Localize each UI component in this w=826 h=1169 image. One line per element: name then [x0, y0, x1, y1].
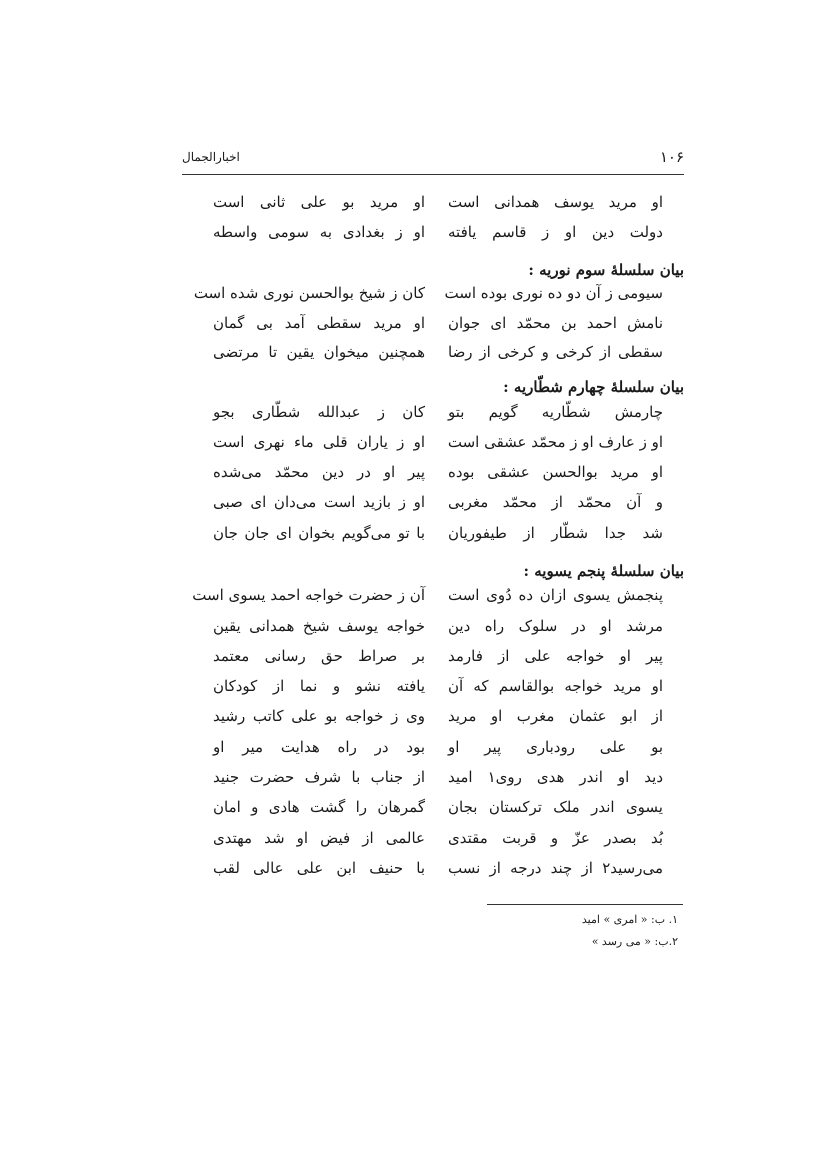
- section-heading: بیان سلسلهٔ سوم نوریه :: [528, 261, 684, 279]
- verse-right: او مرید بوالحسن عشقی بوده: [448, 463, 663, 481]
- page-number: ۱۰۶: [659, 148, 684, 166]
- verse-right: بو علی رودباری پیر او: [448, 738, 663, 756]
- footnote: ۱. ب: « امری » امید: [581, 913, 678, 926]
- running-title: اخبارالجمال: [182, 150, 240, 164]
- verse-right: دولت دین او ز قاسم یافته: [448, 223, 663, 241]
- verse-right: او مرید خواجه بوالقاسم که آن: [448, 677, 663, 695]
- verse-right: او ز عارف او ز محمّد عشقی است: [447, 433, 663, 451]
- verse-right: می‌رسید۲ از چند درجه از نسب: [448, 859, 663, 877]
- verse-right: و آن محمّد از محمّد مغربی: [448, 493, 663, 511]
- verse-left: بر صراط حق رسانی معتمد: [213, 647, 425, 665]
- verse-left: بود در راه هدایت میر او: [213, 738, 425, 756]
- verse-right: از ابو عثمان مغرب او مرید: [448, 707, 663, 725]
- verse-right: چارمش شطّاریه گویم بتو: [448, 403, 663, 421]
- header-rule: [182, 174, 684, 175]
- verse-right: دید او اندر هدی روی۱ امید: [448, 768, 663, 786]
- verse-left: کان ز شیخ بوالحسن نوری شده است: [193, 284, 425, 302]
- verse-right: یسوی اندر ملک ترکستان بجان: [448, 798, 663, 816]
- verse-left: عالمی از فیض او شد مهتدی: [213, 829, 425, 847]
- section-heading: بیان سلسلهٔ پنجم یسویه :: [523, 562, 684, 580]
- verse-left: با حنیف ابن علی عالی لقب: [213, 859, 425, 877]
- verse-left: با تو می‌گویم بخوان ای جان جان: [213, 524, 425, 542]
- verse-left: کان ز عبدالله شطّاری بجو: [213, 403, 425, 421]
- verse-right: پیر او خواجه علی از فارمد: [448, 647, 663, 665]
- verse-left: همچنین میخوان یقین تا مرتضی: [213, 343, 425, 361]
- footnote: ۲.ب: « می رسد »: [591, 935, 678, 948]
- verse-left: او مرید سقطی آمد بی گمان: [213, 314, 425, 332]
- section-heading: بیان سلسلهٔ چهارم شطّاریه :: [503, 378, 684, 396]
- verse-right: پنجمش یسوی ازان ده دُوی است: [448, 586, 663, 604]
- verse-left: او ز یاران قلی ماء نهری است: [213, 433, 425, 451]
- verse-right: مرشد او در سلوک راه دین: [448, 617, 663, 635]
- verse-right: او مرید یوسف همدانی است: [448, 193, 663, 211]
- verse-right: شد جدا شطّار از طیفوریان: [448, 524, 663, 542]
- verse-left: خواجه یوسف شیخ همدانی یقین: [213, 617, 425, 635]
- verse-right: بُد بصدر عزّ و قربت مقتدی: [448, 829, 663, 847]
- verse-left: او مرید بو علی ثانی است: [213, 193, 425, 211]
- verse-left: یافته نشو و نما از کودکان: [213, 677, 425, 695]
- footnote-rule: [487, 904, 683, 905]
- verse-left: او ز بغدادی به سومی واسطه: [213, 223, 425, 241]
- verse-right: نامش احمد بن محمّد ای جوان: [448, 314, 663, 332]
- verse-left: آن ز حضرت خواجه احمد یسوی است: [192, 586, 425, 604]
- verse-right: سقطی از کرخی و کرخی از رضا: [448, 343, 663, 361]
- verse-left: او ز بازید است می‌دان ای صبی: [213, 493, 425, 511]
- verse-left: از جناب با شرف حضرت جنید: [213, 768, 425, 786]
- verse-left: وی ز خواجه بو علی کاتب رشید: [213, 707, 425, 725]
- verse-left: گمرهان را گشت هادی و امان: [213, 798, 425, 816]
- verse-left: پیر او در دین محمّد می‌شده: [213, 463, 425, 481]
- verse-right: سیومی ز آن دو ده نوری بوده است: [444, 284, 663, 302]
